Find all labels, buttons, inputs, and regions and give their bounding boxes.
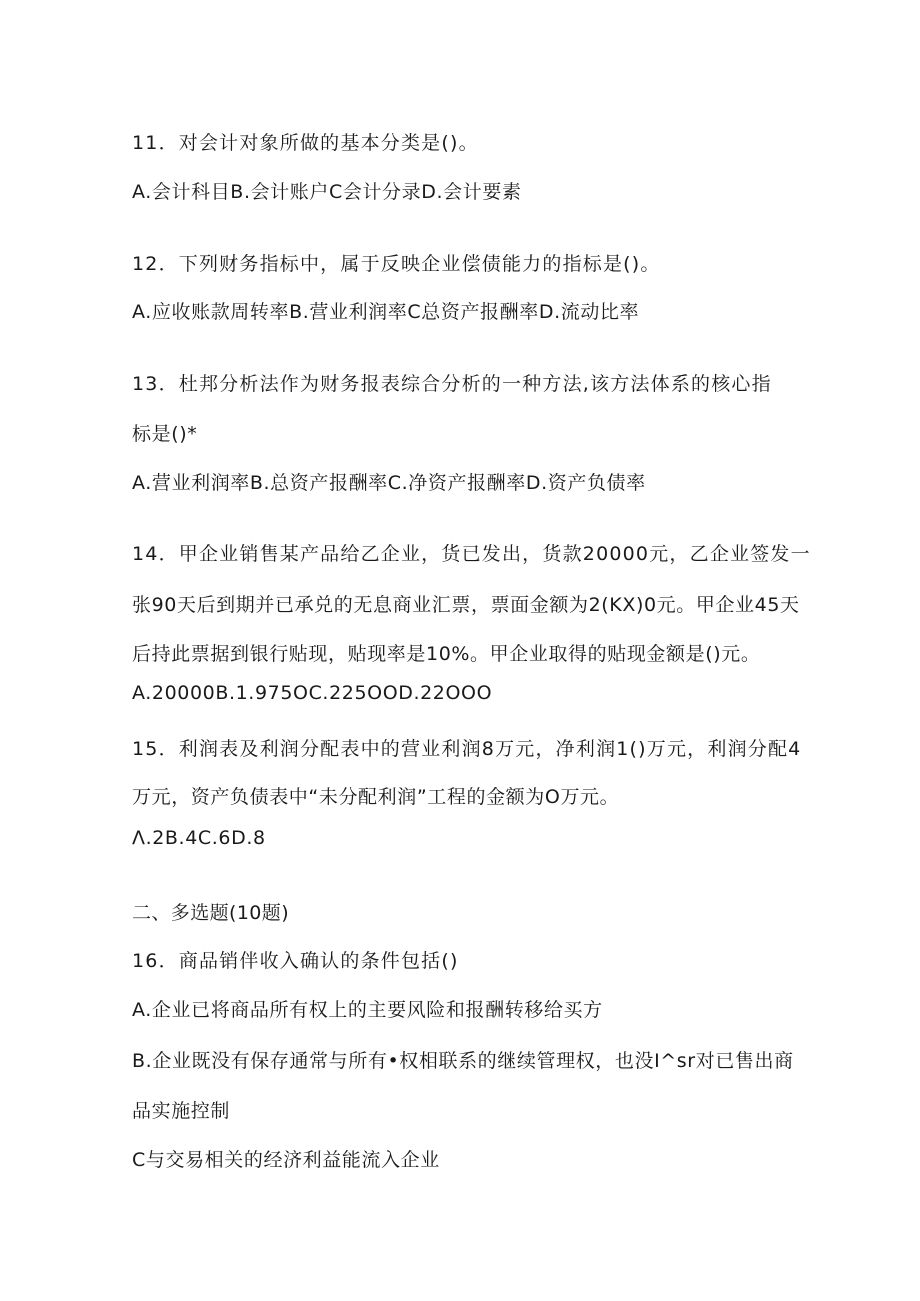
question-11-text: 11．对会计对象所做的基本分类是()。 — [132, 132, 479, 154]
question-15-text-line-2: 万元，资产负债表中“未分配利润”工程的金额为O万元。 — [132, 786, 620, 808]
question-13-text-line-1: 13．杜邦分析法作为财务报表综合分析的一种方法,该方法体系的核心指 — [132, 373, 772, 395]
section-heading: 二、多选题(10题) — [132, 902, 290, 924]
question-13-text-line-2: 标是()* — [132, 423, 198, 445]
question-16-option-c: C与交易相关的经济利益能流入企业 — [132, 1149, 440, 1171]
question-11-options: A.会计科目B.会计账户C会计分录D.会计要素 — [132, 181, 522, 203]
question-12-text: 12．下列财务指标中，属于反映企业偿债能力的指标是()。 — [132, 253, 661, 275]
question-15-options: Λ.2B.4C.6D.8 — [132, 827, 266, 849]
question-14-text-line-3: 后持此票据到银行贴现，贴现率是10%。甲企业取得的贴现金额是()元。 — [132, 643, 761, 665]
question-16-text: 16．商品销伴收入确认的条件包括() — [132, 950, 459, 972]
question-16-option-b-line-2: 品实施控制 — [132, 1100, 231, 1122]
question-15-text-line-1: 15．利润表及利润分配表中的营业利润8万元，净利润1()万元，利润分配4 — [132, 738, 802, 760]
question-14-text-line-1: 14．甲企业销售某产品给乙企业，货已发出，货款20000元，乙企业签发一 — [132, 543, 811, 565]
question-14-options: A.20000B.1.975OC.225OOD.22OOO — [132, 682, 493, 704]
question-12-options: A.应收账款周转率B.营业利润率C总资产报酬率D.流动比率 — [132, 301, 640, 323]
question-13-options: A.营业利润率B.总资产报酬率C.净资产报酬率D.资产负债率 — [132, 472, 646, 494]
question-16-option-b-line-1: B.企业既没有保存通常与所有•权相联系的继续管理权，也没I^sr对已售出商 — [132, 1050, 794, 1072]
question-14-text-line-2: 张90天后到期并已承兑的无息商业汇票，票面金额为2(KX)0元。甲企业45天 — [132, 594, 800, 616]
question-16-option-a: A.企业已将商品所有权上的主要风险和报酬转移给买方 — [132, 999, 603, 1021]
